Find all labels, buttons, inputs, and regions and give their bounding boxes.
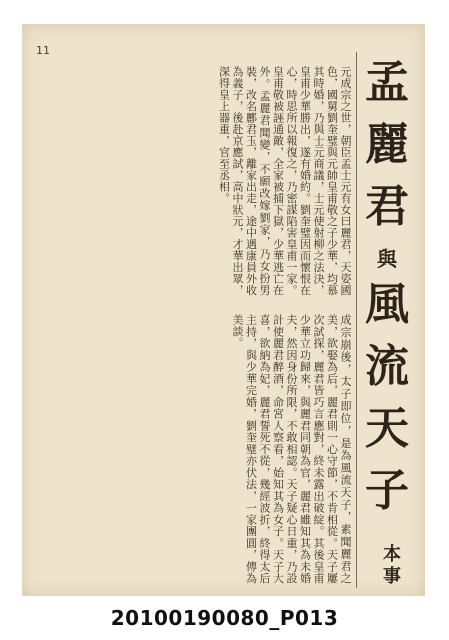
title-char-2: 麗 xyxy=(365,119,409,170)
article-subtitle: 本事 xyxy=(380,544,401,588)
title-char-8: 子 xyxy=(365,465,409,516)
title-char-4: 與 xyxy=(377,247,397,271)
scan-caption: 20100190080_P013 xyxy=(110,606,339,630)
magazine-page xyxy=(22,24,425,596)
article-title xyxy=(357,58,417,548)
title-char-5: 風 xyxy=(365,279,409,330)
title-char-3: 君 xyxy=(365,181,409,232)
page-number: 11 xyxy=(36,44,50,57)
title-divider xyxy=(356,52,357,588)
title-char-1: 孟 xyxy=(365,57,409,108)
body-text-lower: 成宗崩後，太子即位，是為風流天子，素聞麗君之美，欲娶為后，麗君則一心守節，不肯相從。天子屢次試探，麗君皆巧言應對，終未露出破綻。其後皇甫少華立功歸來，與麗君同朝為官，麗君雖知其為未婚夫，然因身份所限，不敢相認。天子疑心日重，乃設計使麗君醉酒，命宮人察看，始知其為女子。天子大喜，欲納為妃，麗君誓死不從，幾經波折，終得太后主持，與少華完婚，劉奎璧亦伏法，一家團圓，傳為美談。 xyxy=(231,314,352,584)
title-char-6: 流 xyxy=(365,341,409,392)
title-char-7: 天 xyxy=(365,403,409,454)
body-text-upper: 元成宗之世，朝臣孟士元有女曰麗君，天姿國色，國舅劉奎璧與元帥皇甫敬之子少華，均慕其時婚，乃與士元商議，士元使射柳之法決，皇甫少華勝出，遂有婚約。劉奎璧因而懷恨在心，時思所以報復之，乃密謀陷害皇甫一家。皇甫敬被誣通敵，全家被捕下獄，少華逃亡在外。孟麗君聞變，不願改嫁劉家，乃女扮男裝，改名酈君玉，離家出走，途中遇康員外收為義子，後赴京應試，高中狀元，才華出眾，深得皇上器重，官至丞相。 xyxy=(217,66,352,296)
